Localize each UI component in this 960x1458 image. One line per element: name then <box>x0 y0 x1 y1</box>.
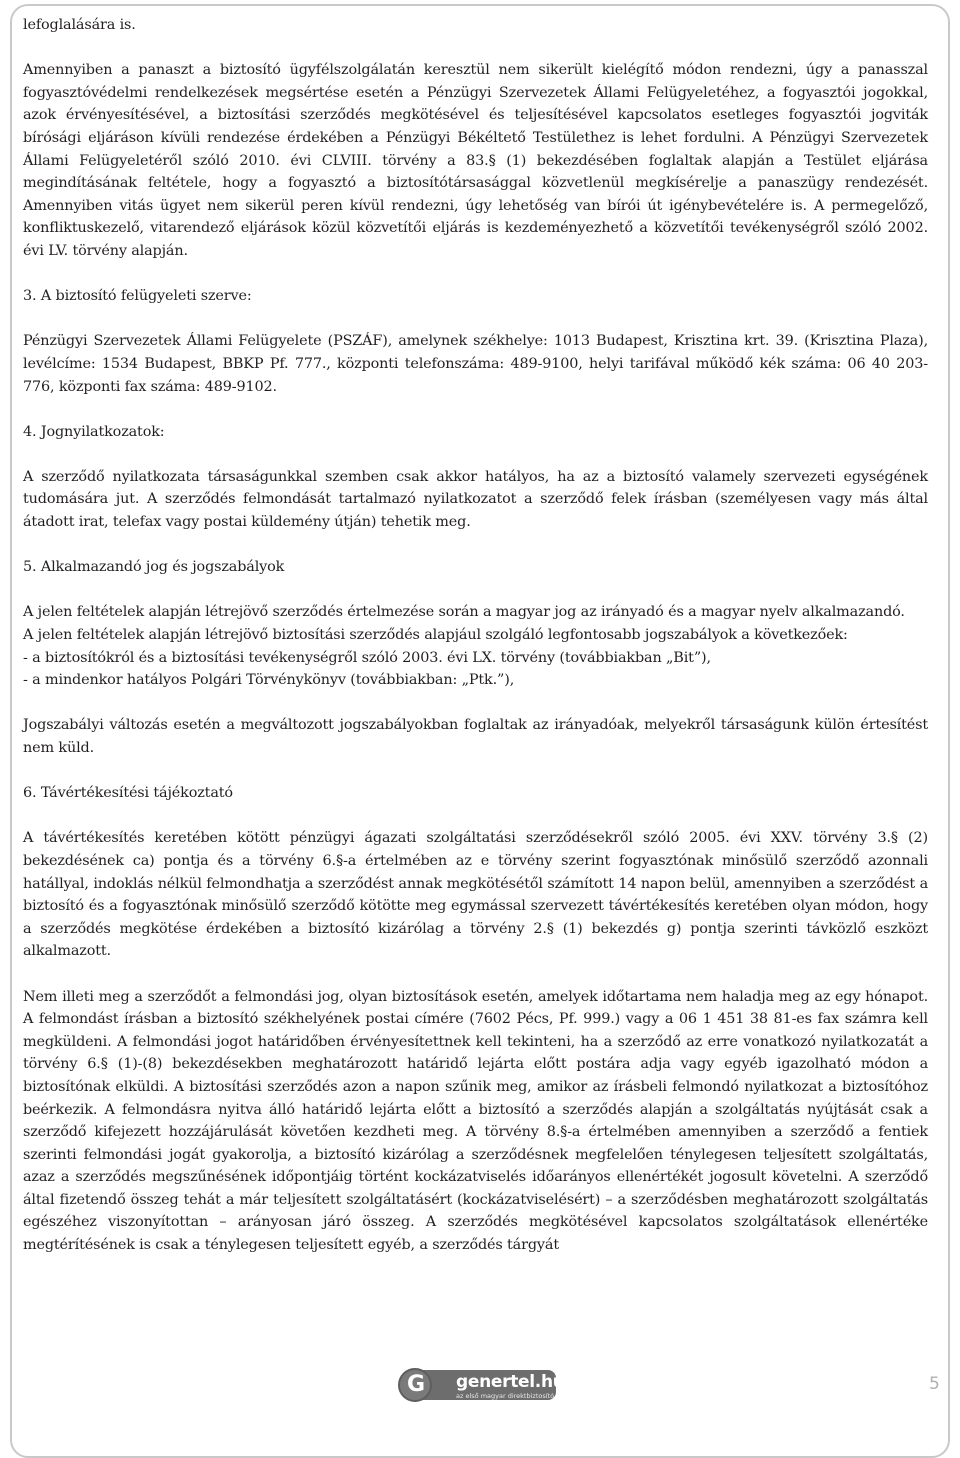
logo-text: genertel.hu <box>456 1372 565 1392</box>
section-heading-5: 5. Alkalmazandó jog és jogszabályok <box>23 559 285 576</box>
paragraph-continuation: lefoglalására is. <box>23 17 136 33</box>
logo-g-icon: G <box>398 1368 432 1402</box>
paragraph-withdrawal: Nem illeti meg a szerződőt a felmondási jog, olyan biztosítások esetén, amelyek időtartama nem haladja meg az egy hónapot. A felmondást írásban a biztosító székhelyének postai címére (7602 Pécs, Pf. 999.) vagy a 06 1 451 38 81-es fax számra kell megküldeni. A felmondási jogot határidőben érvényesítettnek kell tekinteni, ha a szerződő az erre vonatkozó nyilatkozatát a törvény 6.§ (1)-(8) bekezdésekben meghatározott határidő lejárta előtt postára adja vagy egyéb igazolható módon a biztosítónak elküldi. A biztosítási szerződés azon a napon szűnik meg, amikor az írásbeli felmondó nyilatkozat a biztosítóhoz beérkezik. A felmondásra nyitva álló határidő lejárta előtt a biztosító a szerződés alapján a szolgáltatás nyújtását csak a szerződő kifejezett hozzájárulását követően kezdheti meg. A törvény 8.§-a értelmében amennyiben a szerződő a fentiek szerinti felmondási jogát gyakorolja, a biztosító kizárólag a szerződésnek megfelelően ténylegesen teljesített szolgáltatás, azaz a szerződés megszűnésének időpontjáig történt kockázatviselés időarányos ellenértékét jogosult követelni. A szerződő által fizetendő összeg tehát a már teljesített szolgáltatásért (kockázatviselésért) – a szerződésben meghatározott szolgáltatás egészéhez viszonyítottan – arányosan járó összeg. A szerződés megkötésével kapcsolatos szolgáltatások ellenértéke megtérítésének is csak a ténylegesen teljesített egyéb, a szerződés tárgyát <box>23 988 928 1254</box>
section-heading-4: 4. Jognyilatkozatok: <box>23 423 165 440</box>
paragraph-distance-selling: A távértékesítés keretében kötött pénzügyi ágazati szolgáltatási szerződésekről szóló 2005. évi XXV. törvény 3.§ (2) bekezdésének ca) pontja és a törvény 6.§-a értelmében az e törvény szerint fogyasztónak minősülő szerződő azonnali hatállyal, indoklás nélkül felmondhatja a szerződést annak megkötésétől számított 14 napon belül, amennyiben a szerződést a biztosító és a fogyasztónak minősülő szerződő kötötte meg egymással szervezett távértékesítés keretében olyan módon, hogy a szerződés megkötése érdekében a biztosító kizárólag a törvény 2.§ (1) bekezdés g) pontja szerinti távközlő eszközt alkalmazott. <box>23 830 928 960</box>
paragraph-complaint: Amennyiben a panaszt a biztosító ügyfélszolgálatán keresztül nem sikerült kielégítő módon rendezni, úgy a panasszal fogyasztóvédelmi rendelkezések megsértése esetén a Pénzügyi Szervezetek Állami Felügyeletéhez, a fogyasztói jogokkal, azok érvényesítésével, a biztosítási szerződés megkötésével és teljesítésével kapcsolatos esetleges fogyasztói jogviták bírósági eljáráson kívüli rendezése érdekében a Pénzügyi Békéltető Testülethez is lehet fordulni. A Pénzügyi Szervezetek Állami Felügyeletéről szóló 2010. évi CLVIII. törvény a 83.§ (1) bekezdésében foglaltak alapján a Testület eljárása megindításának feltétele, hogy a fogyasztó a biztosítótársasággal közvetlenül megkísérelje a panaszügy rendezését. Amennyiben vitás ügyet nem sikerül peren kívül rendezni, úgy lehetőség van bírói út igénybevételére is. A permegelőző, konfliktuskezelő, vitarendező eljárások közül közvetítői eljárás is kezdeményezhető a közvetítői tevékenységről szóló 2002. évi LV. törvény alapján. <box>23 62 928 259</box>
section-heading-6: 6. Távértékesítési tájékoztató <box>23 785 233 802</box>
document-body <box>23 14 928 1257</box>
page-number: 5 <box>929 1374 940 1394</box>
law-list-item-2: - a mindenkor hatályos Polgári Törvénykönyv (továbbiakban: „Ptk.”), <box>23 672 515 689</box>
generali-logo <box>398 1366 565 1404</box>
section-heading-3: 3. A biztosító felügyeleti szerve: <box>23 288 252 305</box>
paragraph-declarations: A szerződő nyilatkozata társaságunkkal szemben csak akkor hatályos, ha az a biztosító valamely szervezeti egységének tudomására jut. A szerződés felmondását tartalmazó nyilatkozatot a szerződő felek írásban (személyesen vagy más által átadott irat, telefax vagy postai küldemény útján) tehetik meg. <box>23 468 928 531</box>
logo-bar <box>420 1370 565 1400</box>
logo-tagline: az első magyar direktbiztosító <box>456 1392 555 1400</box>
paragraph-law-2: A jelen feltételek alapján létrejövő biztosítási szerződés alapjául szolgáló legfontosabb jogszabályok a következőek: <box>23 627 848 644</box>
paragraph-supervisor: Pénzügyi Szervezetek Állami Felügyelete (PSZÁF), amelynek székhelye: 1013 Budapest, Krisztina krt. 39. (Krisztina Plaza), levélcíme: 1534 Budapest, BBKP Pf. 777., központi telefonszáma: 489-9100, helyi tarifával működő kék száma: 06 40 203-776, központi fax száma: 489-9102. <box>23 333 928 395</box>
law-list-item-1: - a biztosítókról és a biztosítási tevékenységről szóló 2003. évi LX. törvény (továbbiakban „Bit”), <box>23 649 711 666</box>
paragraph-law-change: Jogszabályi változás esetén a megváltozott jogszabályokban foglaltak az irányadóak, melyekről társaságunk külön értesítést nem küld. <box>23 717 928 756</box>
paragraph-law-1: A jelen feltételek alapján létrejövő szerződés értelmezése során a magyar jog az irányadó és a magyar nyelv alkalmazandó. <box>23 604 905 621</box>
